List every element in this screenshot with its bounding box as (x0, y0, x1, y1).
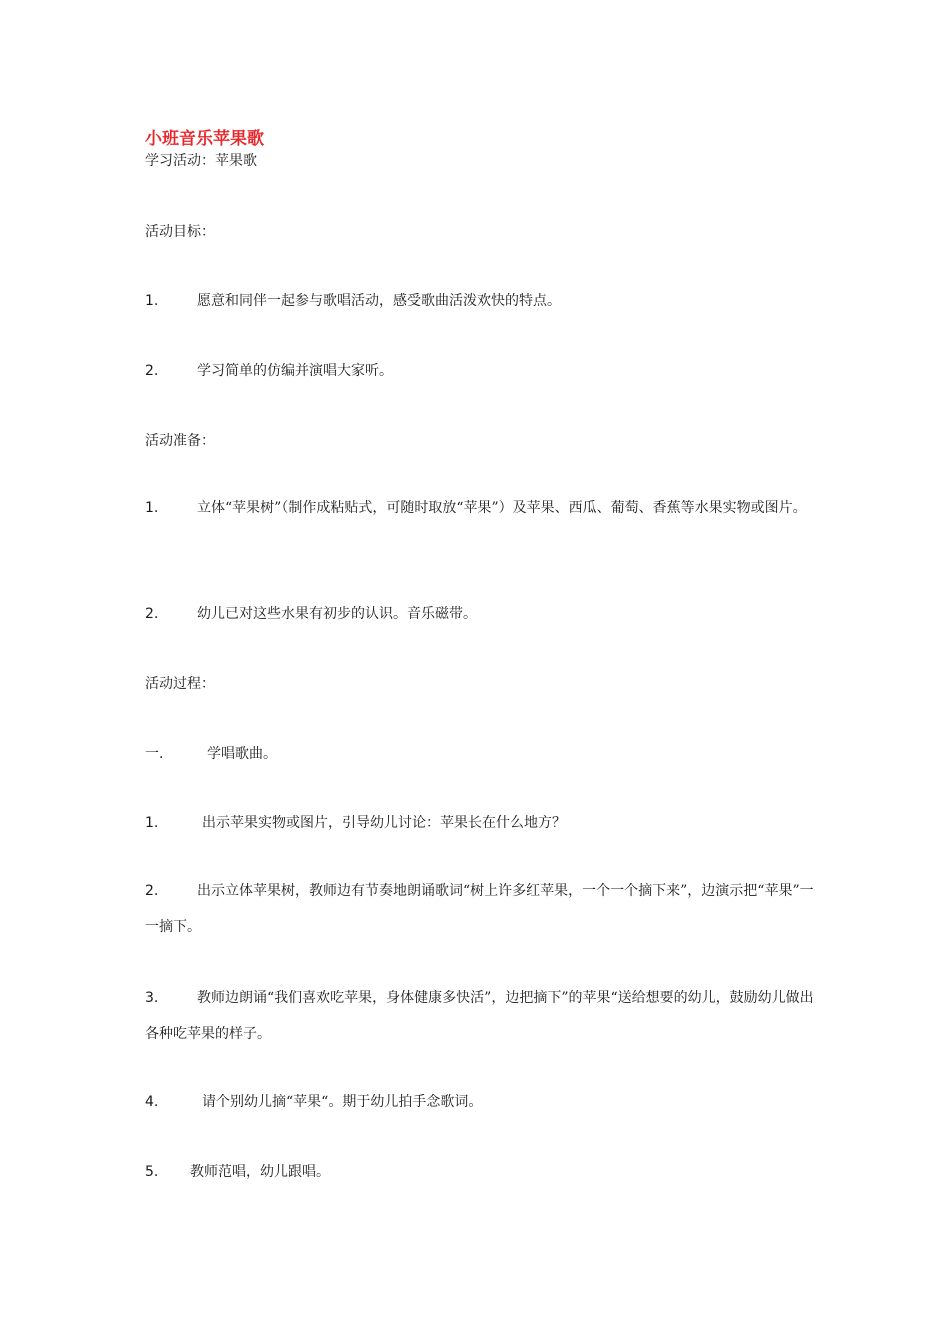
process-heading: 活动过程： (145, 676, 215, 692)
step-item-5 (145, 1162, 330, 1182)
goal-2-text: 学习简单的仿编并演唱大家听。 (197, 363, 393, 379)
step-4-text: 请个别幼儿摘“苹果“。期于幼儿拍手念歌词。 (202, 1094, 483, 1110)
document-title: 小班音乐苹果歌 (145, 129, 264, 149)
step-item-2 (145, 873, 815, 945)
step-4-number: 4. (145, 1094, 159, 1110)
step-2-number: 2. (145, 883, 159, 899)
step-item-1 (145, 813, 566, 833)
goal-item-2 (145, 361, 393, 381)
activity-subtitle: 学习活动：苹果歌 (145, 153, 257, 169)
goal-1-text: 愿意和同伴一起参与歌唱活动，感受歌曲活泼欢快的特点。 (197, 293, 561, 309)
step-5-text: 教师范唱，幼儿跟唱。 (190, 1164, 330, 1180)
step-3-text: 教师边朗诵“我们喜欢吃苹果，身体健康多快活”，边把摘下”的苹果“送给想要的幼儿，鼓励幼儿做出各种吃苹果的样子。 (145, 990, 814, 1042)
section-1-number: 一. (145, 746, 164, 762)
step-5-number: 5. (145, 1164, 159, 1180)
section-1-text: 学唱歌曲。 (207, 746, 277, 762)
prep-2-text: 幼儿已对这些水果有初步的认识。音乐磁带。 (197, 606, 477, 622)
goal-1-number: 1. (145, 293, 159, 309)
step-1-number: 1. (145, 815, 159, 831)
goal-2-number: 2. (145, 363, 159, 379)
section-1 (145, 744, 277, 764)
step-item-3 (145, 980, 815, 1052)
prep-heading: 活动准备： (145, 433, 215, 449)
prep-1-number: 1. (145, 500, 159, 516)
goal-item-1 (145, 291, 561, 311)
prep-item-2 (145, 604, 477, 624)
step-1-text: 出示苹果实物或图片，引导幼儿讨论：苹果长在什么地方？ (202, 815, 566, 831)
prep-1-text: 立体“苹果树”（制作成粘贴式，可随时取放“苹果”）及苹果、西瓜、葡萄、香蕉等水果实物或图片。 (197, 500, 807, 516)
step-item-4 (145, 1092, 482, 1112)
prep-2-number: 2. (145, 606, 159, 622)
prep-item-1 (145, 490, 815, 526)
goals-heading: 活动目标： (145, 224, 215, 240)
step-3-number: 3. (145, 990, 159, 1006)
step-2-text: 出示立体苹果树，教师边有节奏地朗诵歌词“树上许多红苹果，一个一个摘下来”，边演示把“苹果”一一摘下。 (145, 883, 814, 935)
